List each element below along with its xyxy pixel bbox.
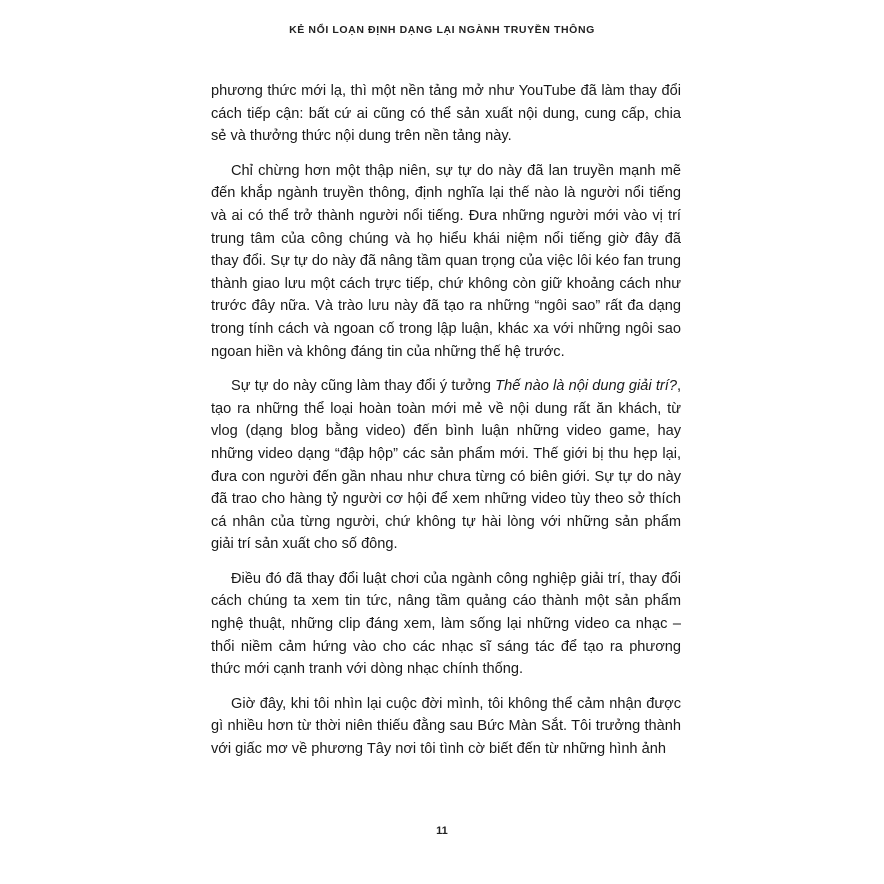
body-text [211,80,681,773]
paragraph-5: Giờ đây, khi tôi nhìn lại cuộc đời mình, tôi không thể cảm nhận được gì nhiều hơn từ thời niên thiếu đằng sau Bức Màn Sắt. Tôi trưởng thành với giấc mơ về phương Tây nơi tôi tình cờ biết đến từ những hình ảnh [211,695,681,758]
paragraph-2: Chỉ chừng hơn một thập niên, sự tự do này đã lan truyền mạnh mẽ đến khắp ngành truyền thông, định nghĩa lại thế nào là người nổi tiếng và ai có thể trở thành người nổi tiếng. Đưa những người mới vào vị trí trung tâm của công chúng và họ hiểu khái niệm nổi tiếng giờ đây đã thay đổi. Sự tự do này đã nâng tầm quan trọng của việc lôi kéo fan trung thành giao lưu một cách trực tiếp, chứ không còn giữ khoảng cách như trước đây nữa. Và trào lưu này đã tạo ra những “ngôi sao” rất đa dạng trong tính cách và ngoan cố trong lập luận, khác xa với những ngôi sao ngoan hiền và không đáng tin của những thế hệ trước. [211,162,681,360]
paragraph-1: phương thức mới lạ, thì một nền tảng mở như YouTube đã làm thay đổi cách tiếp cận: bất cứ ai cũng có thể sản xuất nội dung, cung cấp, chia sẻ và thưởng thức nội dung trên nền tảng này. [211,83,681,145]
paragraph-3-rest: , tạo ra những thể loại hoàn toàn mới mẻ về nội dung rất ăn khách, từ vlog (dạng blog bằng video) đến bình luận những video game, hay những video dạng “đập hộp” các sản phẩm mới. Thế giới bị thu hẹp lại, đưa con người đến gần nhau như chưa từng có biên giới. Sự tự do này đã trao cho hàng tỷ người cơ hội để xem những video tùy theo sở thích cá nhân của từng người, chứ không tự hài lòng với những sản phẩm giải trí sản xuất cho số đông. [211,378,681,553]
paragraph-4: Điều đó đã thay đổi luật chơi của ngành công nghiệp giải trí, thay đổi cách chúng ta xem tin tức, nâng tầm quảng cáo thành một sản phẩm nghệ thuật, những clip đáng xem, làm sống lại những video ca nhạc – thổi niềm cảm hứng vào cho các nhạc sĩ sáng tác để tạo ra phương thức mới cạnh tranh với dòng nhạc chính thống. [211,570,681,678]
paragraph-3-intro: Sự tự do này cũng làm thay đổi ý tưởng [231,378,496,395]
running-header: KẺ NỔI LOẠN ĐỊNH DẠNG LẠI NGÀNH TRUYỀN THÔNG [289,24,595,36]
paragraph-3 [211,375,681,556]
page-number: 11 [436,825,448,837]
paragraph-3-italic-phrase: Thế nào là nội dung giải trí? [495,378,677,395]
